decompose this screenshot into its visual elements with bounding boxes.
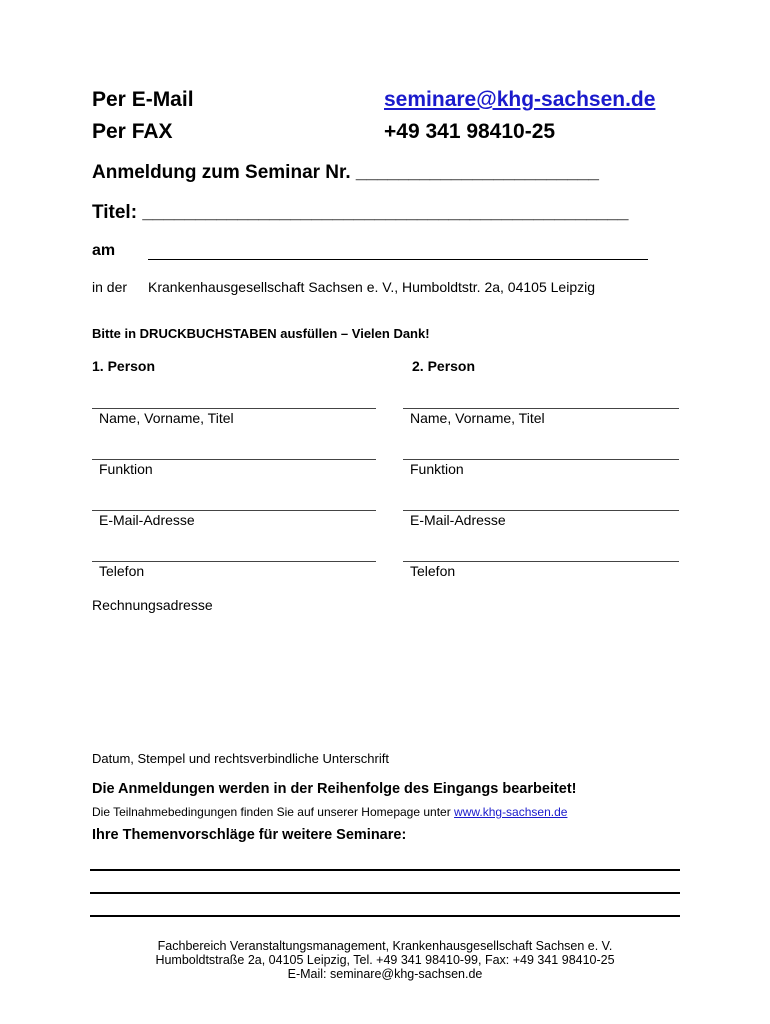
conditions-line bbox=[92, 805, 567, 819]
processing-notice: Die Anmeldungen werden in der Reihenfolge des Eingangs bearbeitet! bbox=[92, 781, 577, 797]
person-2-function-label: Funktion bbox=[410, 461, 464, 477]
footer-line-3: E-Mail: seminare@khg-sachsen.de bbox=[287, 967, 483, 981]
person-2-name-label: Name, Vorname, Titel bbox=[410, 410, 545, 426]
person-1-function-label: Funktion bbox=[99, 461, 153, 477]
location-value: Krankenhausgesellschaft Sachsen e. V., Humboldtstr. 2a, 04105 Leipzig bbox=[148, 279, 595, 295]
footer-line-1: Fachbereich Veranstaltungsmanagement, Krankenhausgesellschaft Sachsen e. V. bbox=[157, 939, 613, 953]
billing-address-label: Rechnungsadresse bbox=[92, 597, 213, 613]
date-label: am bbox=[92, 242, 116, 259]
billing-address-area[interactable] bbox=[92, 618, 680, 738]
date-input-line[interactable] bbox=[148, 259, 648, 260]
person-1-function-line[interactable] bbox=[92, 459, 376, 460]
person-1-email-line[interactable] bbox=[92, 510, 376, 511]
person-2-heading: 2. Person bbox=[412, 358, 476, 374]
suggestion-line-1[interactable] bbox=[90, 869, 680, 871]
person-1-phone-label: Telefon bbox=[99, 563, 145, 579]
person-2-function-line[interactable] bbox=[403, 459, 679, 460]
person-2-phone-line[interactable] bbox=[403, 561, 679, 562]
instruction-text: Bitte in DRUCKBUCHSTABEN ausfüllen – Vielen Dank! bbox=[92, 326, 430, 341]
location-prefix: in der bbox=[92, 279, 128, 295]
suggestion-line-3[interactable] bbox=[90, 915, 680, 917]
email-label: Per E-Mail bbox=[92, 88, 194, 111]
person-2-name-line[interactable] bbox=[403, 408, 679, 409]
person-2-email-label: E-Mail-Adresse bbox=[410, 512, 506, 528]
person-1-phone-line[interactable] bbox=[92, 561, 376, 562]
suggestions-label: Ihre Themenvorschläge für weitere Seminare: bbox=[92, 827, 407, 843]
person-1-email-label: E-Mail-Adresse bbox=[99, 512, 195, 528]
homepage-link[interactable]: www.khg-sachsen.de bbox=[454, 805, 568, 819]
signature-label: Datum, Stempel und rechtsverbindliche Unterschrift bbox=[92, 751, 389, 766]
footer-line-2: Humboldtstraße 2a, 04105 Leipzig, Tel. +49 341 98410-99, Fax: +49 341 98410-25 bbox=[155, 953, 615, 967]
person-1-name-line[interactable] bbox=[92, 408, 376, 409]
person-2-phone-label: Telefon bbox=[410, 563, 456, 579]
person-2-email-line[interactable] bbox=[403, 510, 679, 511]
suggestion-line-2[interactable] bbox=[90, 892, 680, 894]
conditions-text: Die Teilnahmebedingungen finden Sie auf unserer Homepage unter bbox=[92, 805, 451, 819]
fax-label: Per FAX bbox=[92, 120, 173, 143]
person-1-name-label: Name, Vorname, Titel bbox=[99, 410, 234, 426]
seminar-number-field[interactable]: Anmeldung zum Seminar Nr. _______________________ bbox=[92, 162, 599, 183]
email-link[interactable]: seminare@khg-sachsen.de bbox=[384, 88, 656, 111]
fax-number: +49 341 98410-25 bbox=[384, 120, 556, 143]
title-field[interactable]: Titel: ______________________________________________ bbox=[92, 202, 629, 223]
person-1-heading: 1. Person bbox=[92, 358, 156, 374]
